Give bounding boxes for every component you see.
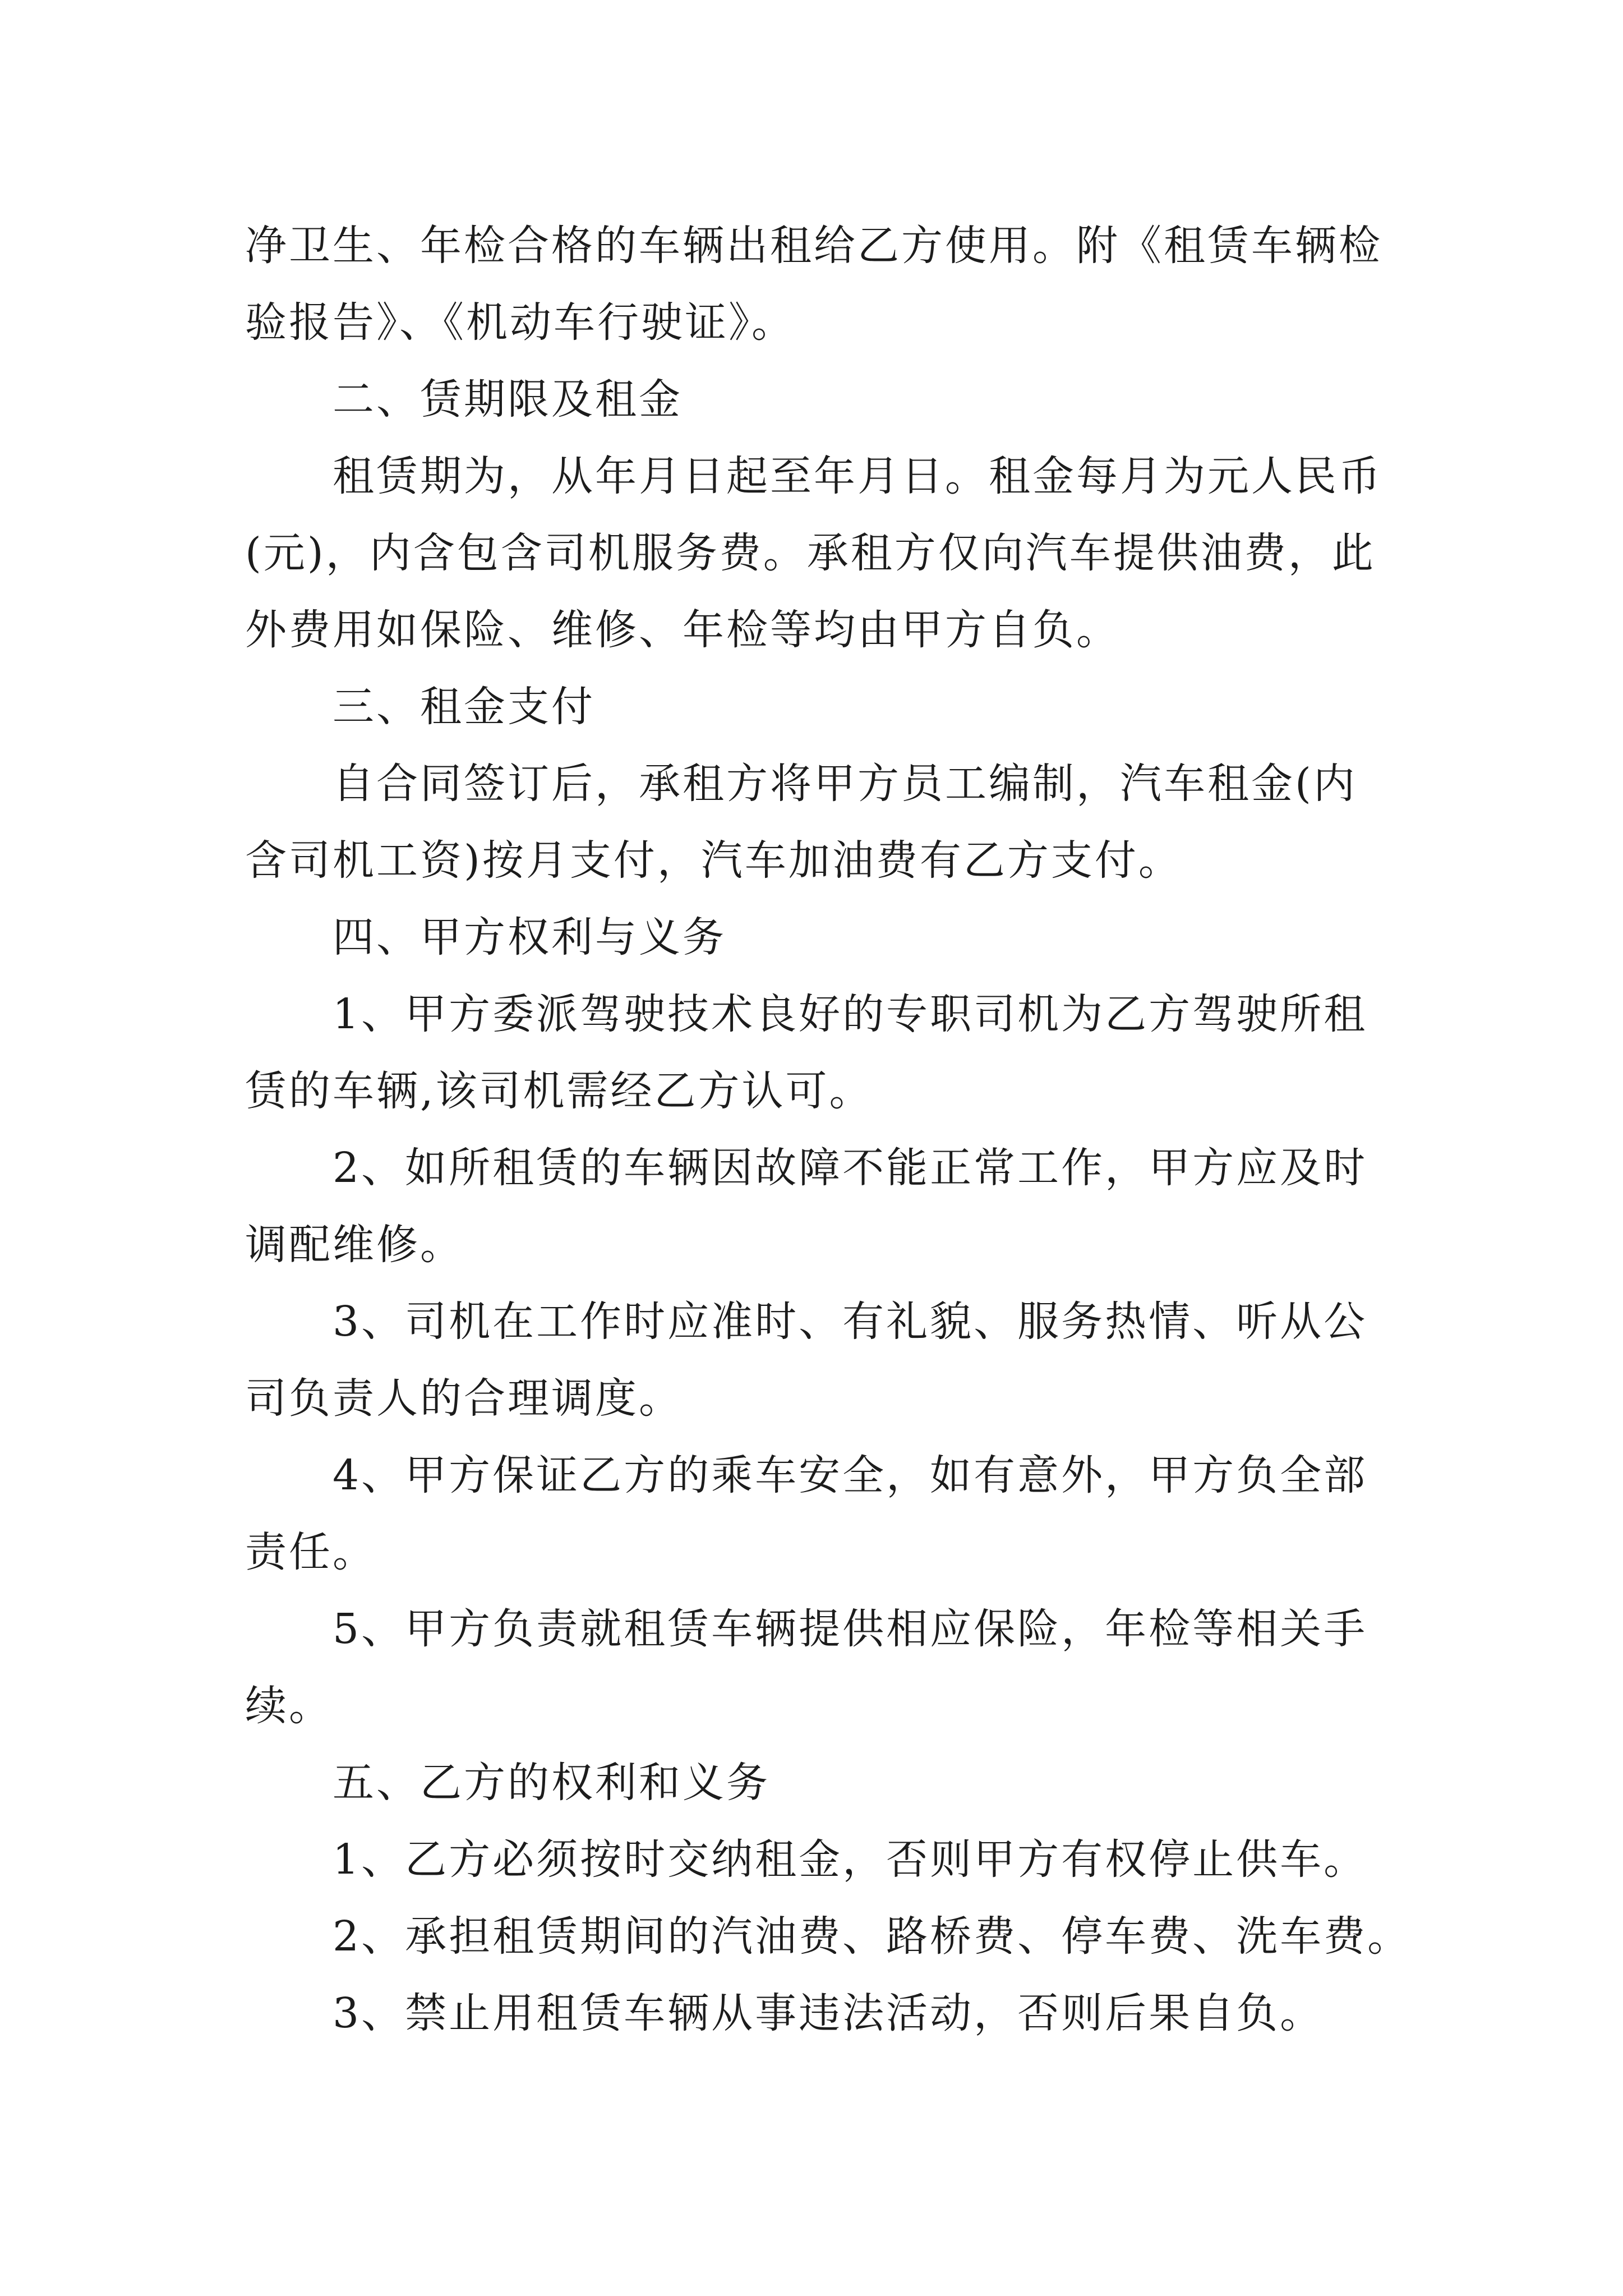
list-item: 3、禁止用租赁车辆从事违法活动，否则后果自负。 <box>333 1989 1324 2037</box>
text-line: 责任。 <box>245 1528 376 1576</box>
list-item: 3、司机在工作时应准时、有礼貌、服务热情、听从公 <box>333 1297 1368 1346</box>
text-line: 赁的车辆,该司机需经乙方认可。 <box>245 1067 873 1115</box>
text-line: 续。 <box>245 1682 333 1730</box>
section-heading: 四、甲方权利与义务 <box>333 913 726 961</box>
section-heading: 五、乙方的权利和义务 <box>333 1759 770 1807</box>
list-item: 1、甲方委派驾驶技术良好的专职司机为乙方驾驶所租 <box>333 990 1368 1038</box>
text-line: 调配维修。 <box>245 1221 464 1269</box>
list-item: 4、甲方保证乙方的乘车安全，如有意外，甲方负全部 <box>333 1451 1368 1499</box>
list-item: 2、承担租赁期间的汽油费、路桥费、停车费、洗车费。 <box>333 1912 1412 1961</box>
text-line: 验报告》、《机动车行驶证》。 <box>245 298 795 347</box>
text-line: 租赁期为，从年月日起至年月日。租金每月为元人民币 <box>333 452 1382 500</box>
text-line: 外费用如保险、维修、年检等均由甲方自负。 <box>245 606 1120 654</box>
text-line: 司负责人的合理调度。 <box>245 1374 683 1423</box>
section-heading: 二、赁期限及租金 <box>333 375 683 424</box>
text-line: 自合同签订后，承租方将甲方员工编制，汽车租金(内 <box>333 760 1357 808</box>
text-line: (元)，内含包含司机服务费。承租方仅向汽车提供油费，此 <box>245 529 1376 577</box>
list-item: 5、甲方负责就租赁车辆提供相应保险，年检等相关手 <box>333 1605 1368 1653</box>
section-heading: 三、租金支付 <box>333 683 595 731</box>
list-item: 1、乙方必须按时交纳租金，否则甲方有权停止供车。 <box>333 1835 1368 1884</box>
text-line: 含司机工资)按月支付，汽车加油费有乙方支付。 <box>245 836 1182 885</box>
list-item: 2、如所租赁的车辆因故障不能正常工作，甲方应及时 <box>333 1144 1368 1192</box>
text-line: 净卫生、年检合格的车辆出租给乙方使用。附《租赁车辆检 <box>245 222 1382 270</box>
document-body <box>245 208 1412 2052</box>
